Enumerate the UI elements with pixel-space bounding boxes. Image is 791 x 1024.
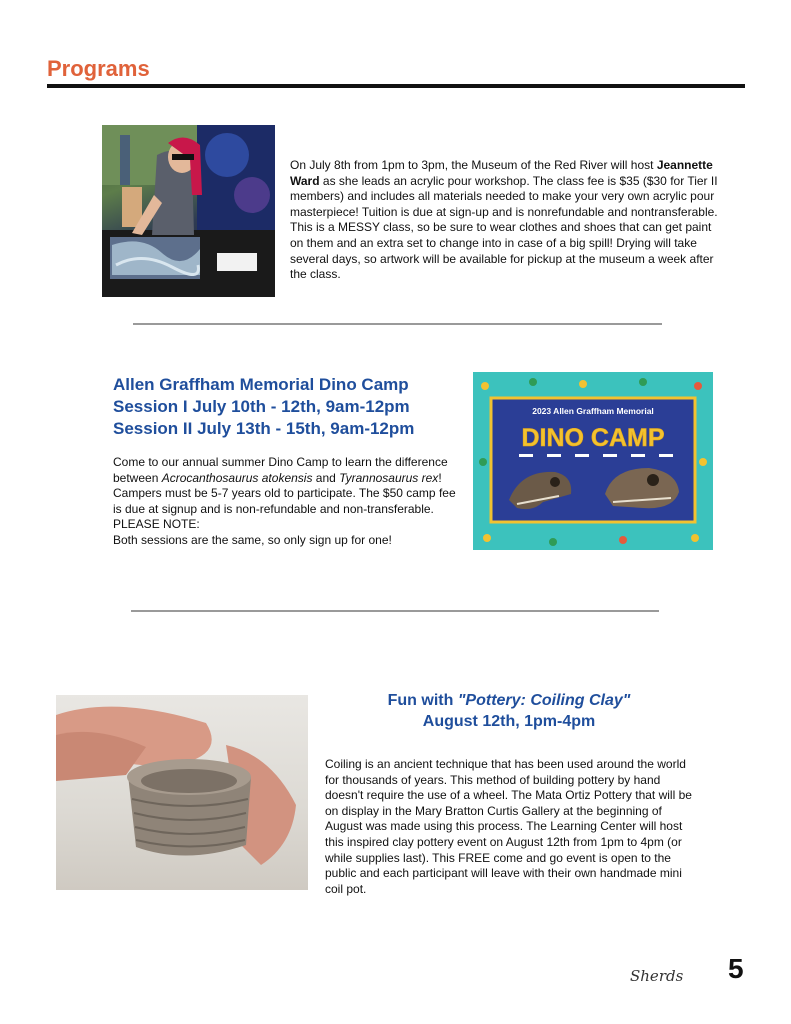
pottery-photo-illustration: [56, 695, 308, 890]
workshop-details: as she leads an acrylic pour workshop. The class fee is $35 ($30 for Tier II members) and includes all materials needed to make your very own acrylic pour masterpiece! Tuition is due at sign-up and is nonrefundable and nontransferable. This is a MESSY class, so be sure to wear clothes and shoes that can get paint on them and an extra set to change into in case of a big spill! Drying will take several days, so artwork will be available for pickup at the museum a week after the class.: [290, 173, 718, 282]
species-tyrannosaurus: Tyrannosaurus rex: [339, 470, 439, 485]
pottery-photo: [56, 695, 308, 890]
host-name: Jeannette Ward: [290, 158, 713, 188]
dino-description: [113, 455, 458, 549]
flyer-subtitle: 2023 Allen Graffham Memorial: [532, 406, 654, 416]
section-divider: [131, 610, 659, 612]
pottery-description: Coiling is an ancient technique that has been used around the world for thousands of years. This method of building pottery by hand doesn't require the use of a wheel. The Mata Ortiz Pottery that will be on display in the Mary Bratton Curtis Gallery at the beginning of August was made using this process. The Learning Center will host this inspired clay pottery event on August 12th from 1pm to 4pm (or while supplies last). This FREE come and go event is open to the public and each participant will leave with their own handmade mini coil pot.: [325, 757, 692, 896]
dino-note: Both sessions are the same, so only sign up for one!: [113, 532, 392, 547]
pottery-heading: [370, 690, 648, 732]
pottery-heading-date: August 12th, 1pm-4pm: [422, 713, 596, 730]
pottery-heading-title: "Pottery: Coiling Clay": [457, 692, 631, 709]
dino-text-2: and: [312, 470, 340, 485]
dino-flyer-art: [473, 372, 713, 550]
dino-heading-session-1: Session I July 10th - 12th, 9am-12pm: [113, 397, 410, 416]
flyer-title: DINO CAMP: [521, 424, 665, 452]
dino-text-1: Come to our annual summer Dino Camp to learn the difference between: [113, 455, 448, 485]
species-acrocanthosaurus: Acrocanthosaurus atokensis: [161, 470, 313, 485]
title-rule: [47, 84, 745, 88]
publication-name: Sherds: [630, 967, 684, 985]
page-number: 5: [728, 953, 744, 984]
dino-heading-session-2: Session II July 13th - 15th, 9am-12pm: [113, 419, 415, 438]
pottery-heading-prefix: Fun with: [387, 692, 458, 709]
page-title: Programs: [47, 56, 150, 81]
workshop-intro: On July 8th from 1pm to 3pm, the Museum of the Red River will host: [290, 158, 657, 172]
section-divider: [133, 323, 662, 325]
coil-pot-icon: [127, 759, 251, 856]
dino-text-3: ! Campers must be 5-7 years old to participate. The $50 camp fee is due at signup and is non-refundable and non-transferable. PLEASE NOTE:: [113, 470, 456, 532]
workshop-description: [290, 158, 720, 283]
artist-photo: [102, 125, 275, 297]
dino-heading-title: Allen Graffham Memorial Dino Camp: [113, 375, 409, 394]
dino-camp-flyer: [473, 372, 713, 550]
artist-photo-illustration: [102, 125, 275, 297]
